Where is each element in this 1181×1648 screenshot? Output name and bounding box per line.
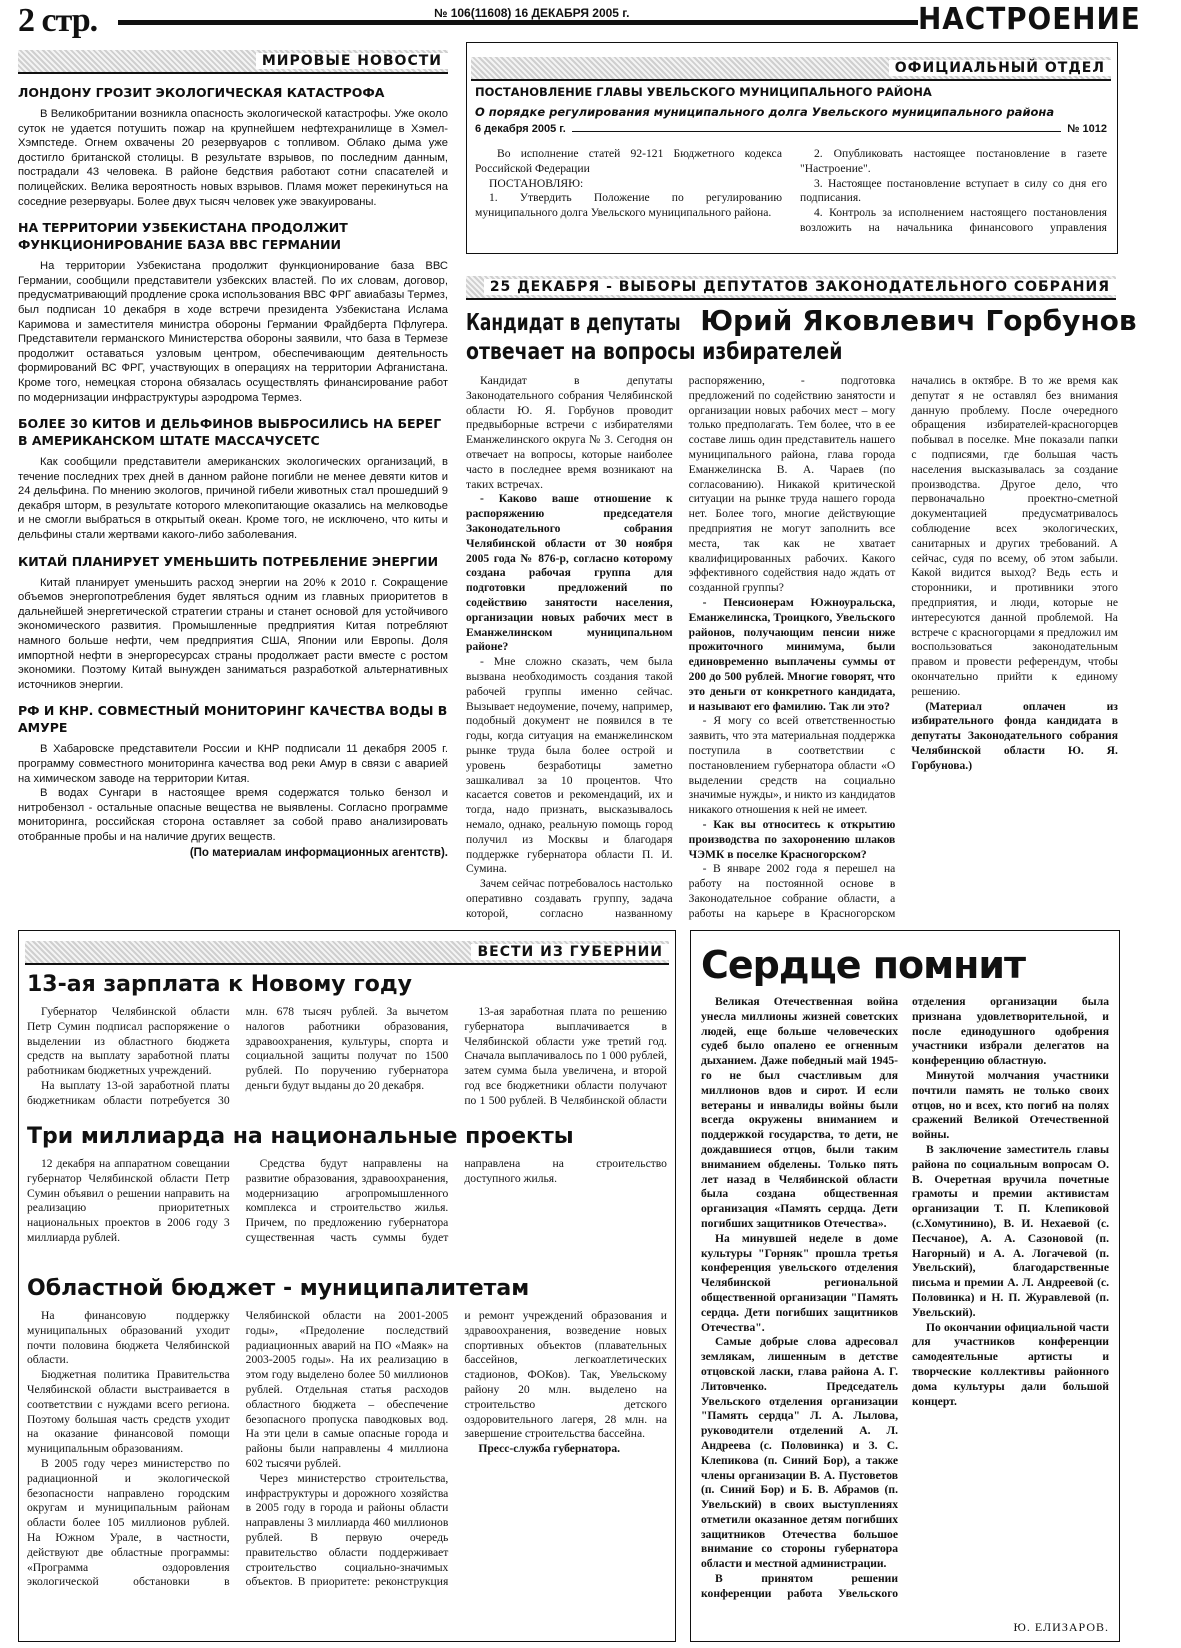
region-articles [27, 971, 667, 1599]
issue-info: № 106(11608) 16 ДЕКАБРЯ 2005 г. [430, 6, 633, 20]
decree-subtitle: О порядке регулирования муниципального долга Увельского муниципального района [475, 105, 1055, 119]
election-rubric: 25 ДЕКАБРЯ - ВЫБОРЫ ДЕПУТАТОВ ЗАКОНОДАТЕЛЬНОГО СОБРАНИЯ [466, 276, 1116, 300]
answer-paragraph: - Я могу со всей ответственностью заявить, что эта материальная поддержка поступила в соответствии с постановлением губернатора области «О выделении средств на социально значимые нужды», и никто из кандидатов никакого отношения к ней не имеет. [688, 714, 896, 817]
decree-date: 6 декабря 2005 г. [475, 123, 566, 135]
world-news-paragraph: В водах Сунгари в настоящее время содержатся только бензол и нитробензол - остальные опасные вещества не выявлены. Согласно программе мониторинга, российская сторона оставляет за собой право анализировать отобранные пробы и на наличие других веществ. [18, 787, 448, 843]
newspaper-title: НАСТРОЕНИЕ [918, 2, 1141, 37]
headline-part-a: Кандидат в депутаты [466, 310, 681, 336]
world-news-paragraph: Как сообщили представители американских экологических организаций, в течение последних трех дней в данном районе погибли не менее девяти китов и 24 дельфина. По мнению экологов, причиной гибели животных стал прошедший 9 декабря шторм, в результате которого млекопитающие оказались на мелководье и не смогли выбраться в открытый океан. Кроме того, не исключено, что киты и дельфины стали жертвами какого-либо заболевания. [18, 456, 448, 542]
world-news-section [18, 50, 448, 955]
memory-body [701, 995, 1109, 1607]
world-news-source: (По материалам информационных агентств). [189, 846, 448, 859]
region-article-paragraph: Губернатор Челябинской области Петр Сумин подписал распоряжение о выделении из областного бюджета средств на выплату заработной платы работникам бюджетных учреждений. [27, 1005, 230, 1078]
official-box [466, 42, 1118, 254]
memory-paragraph: Самые добрые слова адресовал землякам, лишенным в детстве отцовской ласки, глава района А. Г. Литовченко. Председатель Увельского отделения организации "Память сердца" Л. А. Лылова, руководители отделений А. Л. Андреева (с. Половинка) и З. С. Клепикова (п. Синий Бор), а также члены организации В. А. Пустоветов (п. Синий Бор) и Б. В. Абрамов (п. Увельский) в своих выступлениях отметили оказанное детям погибших защитников Отечества большое внимание со стороны губернатора области и местной администрации. [701, 1335, 898, 1571]
decree-date-line [475, 123, 1107, 135]
memory-paragraph: На минувшей неделе в доме культуры "Горняк" прошла третья конференция увельского отделения Челябинской региональной общественной организации "Память сердца. Дети погибших защитников Отечества". [701, 1231, 898, 1334]
answer-paragraph: - Мне сложно сказать, чем была вызвана необходимость создания такой рабочей группы именно сейчас. Вызывает недоумение, почему, например, подобный документ не появился в те годы, когда ситуация на еманжелинском рынке труда была более острой и уровень безработицы заметно зашкаливал за 10 процентов. Что касается советов и рекомендаций, их и тогда, надо признать, высказывалось немало, однако, реальную помощь город получил из Москвы и благодаря поддержке губернатора области П. И. Сумина. [466, 655, 673, 876]
region-rubric: ВЕСТИ ИЗ ГУБЕРНИИ [25, 941, 669, 965]
region-article-body [27, 1005, 667, 1115]
memory-paragraph: Великая Отечественная война унесла миллионы жизней советских людей, еще больше человеческих судеб было опалено ее огненным дыханием. Даже победный май 1945-го не был счастливым для миллионов вдов и сирот. И если ветераны и инвалиды войны были всегда окружены вниманием и поддержкой государства, то дети, не дождавшиеся отцов, были таким вниманием обделены. Только пять лет назад в Челябинской области была создана общественная организация «Память сердца. Дети погибших защитников Отечества». [701, 995, 898, 1230]
page-number: 2 стр. [18, 2, 98, 39]
region-article-paragraph: В 2005 году через министерство по радиационной и экологической безопасности направлено городским округам и муниципальным районам области более 105 миллионов рублей. На Южном Урале, в частности, действуют две областные программы: «Программа оздоровления экологической обстановки в Челябинской области на 2001-2005 годы», «Предоление последствий радиационных аварий на ПО «Маяк» на 2003-2005 годы». На их реализацию в этом году выделено более 50 миллионов рублей. Отдельная статья расходов областного бюджета – обеспечение безопасного пропуска паводковых вод. На эти цели в самые опасные города и районы были направлены 4 миллиона 602 тысячи рублей. [27, 1309, 449, 1589]
decree-paragraph: 3. Настоящее постановление вступает в силу со дня его подписания. [800, 176, 1107, 205]
region-article-title: Три миллиарда на национальные проекты [27, 1124, 574, 1149]
region-article-paragraph: Через министерство строительства, инфраструктуры и дорожного хозяйства в 2005 году в города и районы области направлены 3 миллиарда 460 миллионов рублей. В первую очередь правительство области поддерживает строительство социально-значимых объектов. В приоритете: реконструкция и ремонт учреждений образования и здравоохранения, возведение новых спортивных объектов (плавательных бассейнов, легкоатлетических стадионов, ФОКов). Так, Увельскому району 20 млн. выделено на строительство детского оздоровительного лагеря, 28 млн. на завершение строительства бассейна. [245, 1309, 667, 1589]
decree-body [475, 147, 1107, 249]
question-paragraph: - Как вы относитесь к открытию производства по захоронению шлаков ЧЭМК в поселке Красногорском? [688, 817, 896, 861]
world-news-paragraph: Китай планирует уменьшить расход энергии на 20% к 2010 г. Сокращение объемов энергопотребления будет являться одним из главных приоритетов в дальнейшей энергетической стратегии страны и станет основой для устойчивого экономического развития. Промышленные предприятия Китая потребляют намного больше нефти, чем предприятия США, Японии или Европы. Доля импортной нефти в энергоресурсах страны продолжает расти вместе с ростом экономики. Поэтому Китай вынужден заниматься разработкой альтернативных источников энергии. [18, 576, 448, 691]
world-news-headline: КИТАЙ ПЛАНИРУЕТ УМЕНЬШИТЬ ПОТРЕБЛЕНИЕ ЭНЕРГИИ [18, 553, 439, 569]
region-box [18, 930, 676, 1642]
memory-paragraph: В заключение заместитель главы района по социальным вопросам О. В. Очеретная вручила почетные грамоты и премии активистам организации Т. П. Клепиковой (с.Хомутинино), В. И. Нехаевой (с. Песчаное), А. А. Сазоновой (п. Нагорный) и А. А. Логачевой (п. Увельский), благодарственные письма и премии А. Л. Андреевой (с. Половинка) и Н. П. Журавлевой (п. Увельский). [912, 1142, 1109, 1319]
region-article-body [27, 1309, 667, 1599]
region-article-body [27, 1157, 667, 1267]
candidate-name: Юрий Яковлевич Горбунов [700, 304, 1137, 337]
memory-signature: Ю. ЕЛИЗАРОВ. [1013, 1620, 1109, 1634]
answer-paragraph: - В январе 2002 года я перешел на работу на постоянной основе в Законодательное собрание области, а работы на карьере в Красногорском начались в октябре. В то же время как депутат я не оставлял без внимания данную проблему. После очередного обращения избирателей-красногорцев побывал в поселке. Мне показали папки с подписями, где большая часть населения высказывалась за создание производства. Другое дело, что первоначально проектно-сметной документацией предусматривалось соблюдение всех экологических, санитарных и других требований. А сейчас, судя по всему, об этом забыли. Какой видится выход? Ведь есть и сторонники, и противники этого предприятия, и люди, которые не интересуются данной проблемой. На встрече с красногорцами я предложил им воспользоваться законодательным правом и провести референдум, чтобы окончательно прийти к единому решению. [688, 374, 1118, 920]
memory-paragraph: Минутой молчания участники почтили память не только своих отцов, но и всех, кто погиб на полях сражений Великой Отечественной войны. [912, 1068, 1109, 1142]
decree-paragraph: Во исполнение статей 92-121 Бюджетного кодекса Российской Федерации [475, 147, 782, 175]
official-rubric: ОФИЦИАЛЬНЫЙ ОТДЕЛ [471, 57, 1111, 81]
region-article-paragraph: 12 декабря на аппаратном совещании губернатор Челябинской области Петр Сумин объявил о решении направить на реализацию приоритетных национальных проектов в 2006 году 3 миллиарда рублей. [27, 1157, 230, 1244]
memory-box [690, 930, 1120, 1642]
region-article-paragraph: 13-ая заработная плата по решению губернатора выплачивается в Челябинской области уже третий год. Сначала выплачивалось по 1 000 рублей, затем сумма была увеличена, и второй год все бюджетники области получают по 1 500 рублей. В Челябинской области [464, 1005, 667, 1107]
world-news-headline: БОЛЕЕ 30 КИТОВ И ДЕЛЬФИНОВ ВЫБРОСИЛИСЬ НА БЕРЕГ В АМЕРИКАНСКОМ ШТАТЕ МАССАЧУСЕТС [18, 416, 442, 449]
question-paragraph: - Пенсионерам Южноуральска, Еманжелинска, Троицкого, Увельского районов, получающим пенсии ниже прожиточного минимума, были единовременно выплачены суммы от 200 до 500 рублей. Многие говорят, что это деньги от конкретного кандидата, и называют его фамилию. Так ли это? [688, 595, 896, 713]
world-news-paragraph: На территории Узбекистана продолжит функционирование база ВВС Германии, сообщили представители узбекских властей. По их словам, договор, предусматривающий продление срока использования ВВС ФРГ авиабазы Термез, был подписан 10 декабря в ходе встречи президента Узбекистана Ислама Каримова и заместителя министра обороны Германии Фрайдберта Пфлугера. Представители германского Министерства обороны заявили, что база в Термезе продолжит оставаться узловым центром, обеспечивающим деятельность формирований ВС ФРГ, участвующих в операциях на территории Афганистана. Кроме того, немецкая сторона обязалась осуществлять финансирование работ по модернизации инфраструктуры аэродрома Термез. [18, 260, 448, 404]
region-article-title: Областной бюджет - муниципалитетам [27, 1276, 530, 1301]
headline-part-b: отвечает на вопросы избирателей [466, 339, 843, 365]
world-news-items [18, 84, 448, 845]
decree-paragraph: ПОСТАНОВЛЯЮ: [489, 176, 584, 190]
world-news-headline: ЛОНДОНУ ГРОЗИТ ЭКОЛОГИЧЕСКАЯ КАТАСТРОФА [18, 85, 385, 100]
question-paragraph: - Каково ваше отношение к распоряжению председателя Законодательного собрания Челябинской области от 30 ноября 2005 года № 876-р, согласно которому создана рабочая группа для подготовки предложений по содействию занятости населения, организации новых рабочих мест в Еманжелинском муниципальном районе? [466, 492, 673, 654]
header-rule [118, 20, 918, 25]
region-signature: Пресс-служба губернатора. [478, 1442, 621, 1456]
world-news-paragraph: В Великобритании возникла опасность экологической катастрофы. Уже около суток не удается потушить пожар на крупнейшем нефтехранилище в Хэмел-Хэмпстеде. Огнем охвачены 20 резервуаров с топливом. Облако дыма уже достигло британской столицы. В результате взрывов, по последним данным, пострадали 43 человека. В районе бедствия работают сотни спасателей и полицейских. Велика вероятность новых взрывов. Пламя может перекинуться на соседние резервуары. Более двух тысяч человек уже эвакуированы. [18, 108, 448, 208]
memory-paragraph: В принятом решении конференции работа Увельского отделения организации была признана удовлетворительной, и после единодушного одобрения участники избрали делегатов на конференцию областную. [701, 995, 1109, 1600]
election-footnote: (Материал оплачен из избирательного фонда кандидата в депутаты Законодательного собрания Челябинской области Ю. Я. Горбунова.) [911, 699, 1118, 772]
election-headline [466, 304, 1137, 365]
memory-title: Сердце помнит [701, 943, 1026, 987]
region-article-paragraph: На финансовую поддержку муниципальных образований уходит почти половина бюджета Челябинской области. [27, 1309, 230, 1367]
answer-paragraph: Зачем сейчас потребовалось настолько оперативно создавать группу, задача которой, согласно названному распоряжению, - подготовка предложений по содействию занятости и организации новых рабочих мест – могу только предполагать. Тем более, что в ее составе лишь один представитель нашего муниципального района, глава города Еманжелинска В. А. Чараев (по согласованию). Никакой критической ситуации на рынке труда нашего города нет. Более того, многие действующие предприятия не могут заполнить все места, так как не хватает квалифицированных рабочих. Какого эффективного содействия надо ждать от созданной группы? [466, 374, 896, 920]
memory-paragraph: По окончании официальной части для участников конференции самодеятельные артисты и творческие коллективы районного дома культуры дали большой концерт. [912, 1320, 1109, 1408]
decree-title: ПОСТАНОВЛЕНИЕ ГЛАВЫ УВЕЛЬСКОГО МУНИЦИПАЛЬНОГО РАЙОНА [475, 85, 932, 99]
election-body [466, 374, 1118, 922]
world-news-headline: РФ И КНР. СОВМЕСТНЫЙ МОНИТОРИНГ КАЧЕСТВА ВОДЫ В АМУРЕ [18, 703, 448, 736]
region-article-paragraph: На выплату 13-ой заработной платы бюджетникам области потребуется 30 млн. 678 тысяч рублей. За вычетом налогов работники образования, здравоохранения, культуры, спорта и социальной защиты получат по 1500 рублей. По поручению губернатора деньги будут выданы до 20 декабря. [27, 1005, 449, 1107]
world-news-headline: НА ТЕРРИТОРИИ УЗБЕКИСТАНА ПРОДОЛЖИТ ФУНКЦИОНИРОВАНИЕ БАЗА ВВС ГЕРМАНИИ [18, 220, 348, 253]
decree-number: № 1012 [1067, 123, 1107, 135]
decree-paragraph: 4. Контроль за исполнением настоящего постановления возложить на начальника финансового управления [800, 206, 1107, 234]
region-article-paragraph: Бюджетная политика Правительства Челябинской области выстраивается в соответствии с нуждами всего региона. Поэтому большая часть средств уходит на оказание финансовой помощи муниципальным образованиям. [27, 1368, 230, 1456]
region-article-title: 13-ая зарплата к Новому году [27, 972, 413, 997]
answer-paragraph: Кандидат в депутаты Законодательного собрания Челябинской области Ю. Я. Горбунов проводит предвыборные встречи с избирателями Еманжелинского округа № 3. Сегодня он отвечает на вопросы, которые наиболее часто в последнее время возникают на таких встречах. [466, 374, 673, 491]
region-article-paragraph: Средства будут направлены на развитие образования, здравоохранения, модернизацию агропромышленного комплекса и строительство жилья. Причем, по предложению губернатора существенная часть суммы будет направлена на строительство доступного жилья. [245, 1157, 667, 1244]
world-news-rubric: МИРОВЫЕ НОВОСТИ [18, 50, 448, 74]
decree-paragraph: 2. Опубликовать настоящее постановление в газете "Настроение". [800, 147, 1107, 175]
decree-paragraph: 1. Утвердить Положение по регулированию муниципального долга Увельского муниципального района. [475, 191, 782, 220]
world-news-paragraph: В Хабаровске представители России и КНР подписали 11 декабря 2005 г. программу совместного мониторинга качества вод реки Амур в связи с аварией на химическом заводе на территории Китая. [18, 743, 448, 785]
